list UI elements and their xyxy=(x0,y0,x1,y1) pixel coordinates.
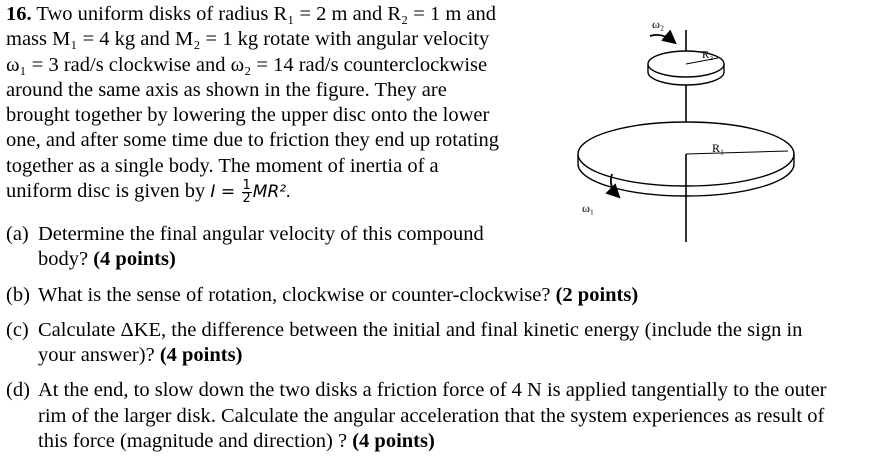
two-disk-figure xyxy=(556,6,876,246)
part-b: (b) What is the sense of rotation, clockwise or counter-clockwise? (2 points) xyxy=(6,283,874,308)
problem-line-4: around the same axis as shown in the figure. They are xyxy=(6,78,447,101)
part-c-label: (c) xyxy=(6,318,29,341)
part-a: (a) Determine the final angular velocity of this compound body? (4 points) xyxy=(6,223,484,271)
part-a-points: (4 points) xyxy=(93,248,176,271)
problem-line-7: together as a single body. The moment of inertia of a xyxy=(6,154,439,177)
r1-label: R₁ xyxy=(712,141,725,155)
omega1-label: ω₁ xyxy=(582,201,595,215)
part-d: (d) At the end, to slow down the two disks a friction force of 4 N is applied tangentially to the outer rim of the larger disk. Calculate the angular acceleration that the system experiences as result of this force (magnitude and direction) ? (4 points) xyxy=(6,379,827,453)
omega2-arrow xyxy=(650,35,674,42)
problem-line-5: brought together by lowering the upper disc onto the lower xyxy=(6,104,490,127)
problem-line-8: uniform disc is given by I = $\frac{1}{2}$ MR². xyxy=(6,177,292,206)
problem-line-6: one, and after some time due to friction they end up rotating xyxy=(6,129,499,152)
r2-label: R₂ xyxy=(702,49,714,61)
problem-statement xyxy=(6,2,536,205)
part-d-label: (d) xyxy=(6,379,30,402)
question-parts xyxy=(6,222,874,454)
inertia-formula: I = $\frac{1}{2}$ MR². xyxy=(210,177,292,206)
problem-line-2: mass M₁ = 4 kg and M₂ = 1 kg rotate with angular velocity xyxy=(6,28,490,51)
part-b-points: (2 points) xyxy=(555,283,639,306)
part-b-label: (b) xyxy=(6,283,30,306)
fraction-one-half: $\frac{1}{2}$ xyxy=(242,177,251,206)
problem-line-3: ω₁ = 3 rad/s clockwise and ω₂ = 14 rad/s counterclockwise xyxy=(6,53,488,76)
problem-number: 16. xyxy=(6,3,32,25)
part-c-points: (4 points) xyxy=(159,344,243,367)
part-a-label: (a) xyxy=(6,223,29,245)
part-d-points: (4 points) xyxy=(352,430,435,453)
problem-line-1: 16. Two uniform disks of radius R₁ = 2 m and R₂ = 1 m and xyxy=(6,3,497,25)
part-c: (c) Calculate ΔKE, the difference between the initial and final kinetic energy (include the sign in your answer)? (4 points) xyxy=(6,318,803,367)
omega2-label: ω₂ xyxy=(652,17,665,31)
